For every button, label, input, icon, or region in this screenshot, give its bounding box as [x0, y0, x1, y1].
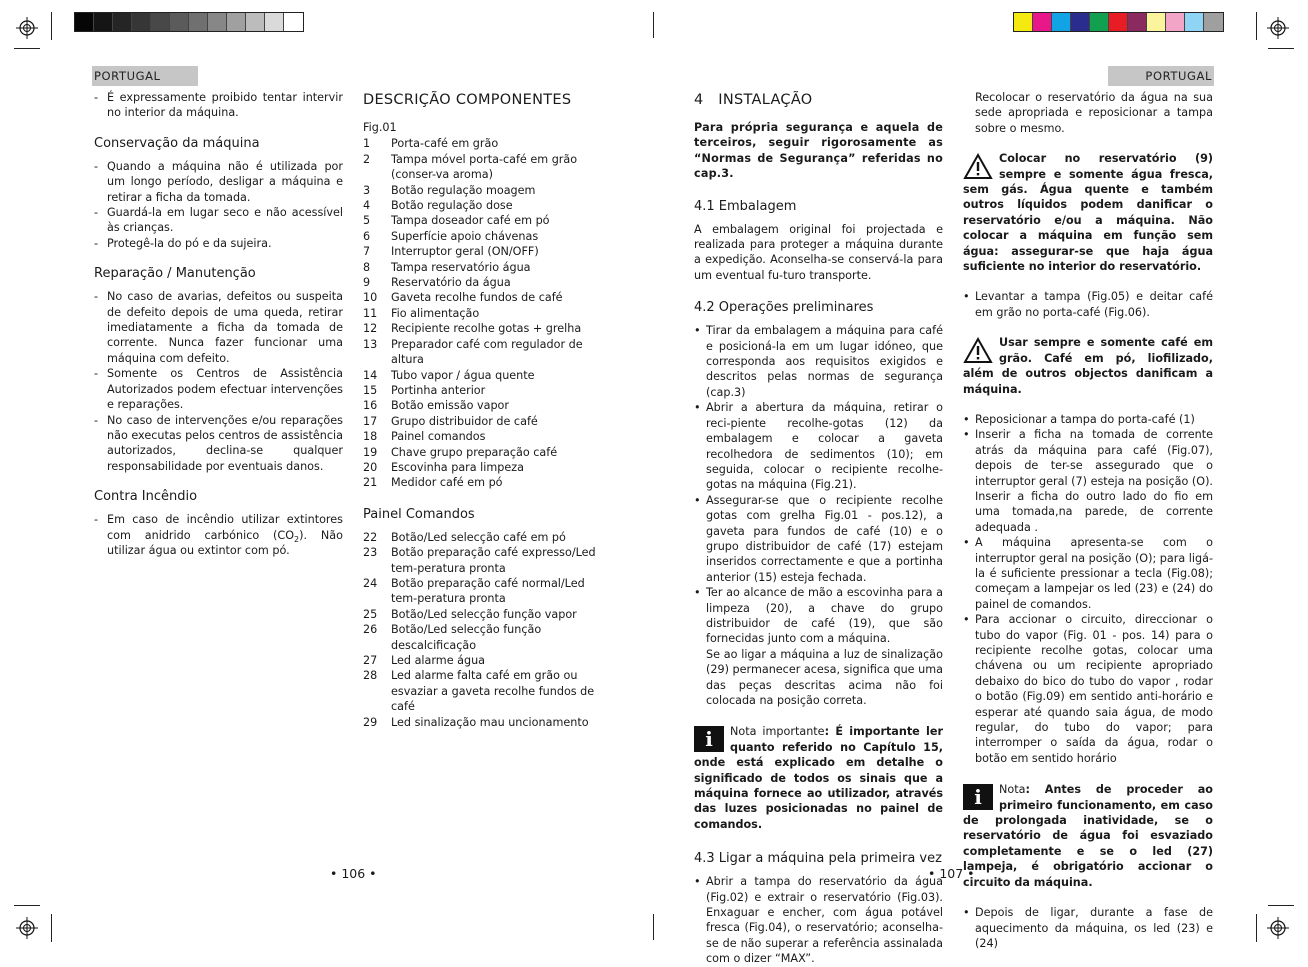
column-installation	[694, 90, 943, 967]
text: ). Não utilizar água ou extintor com pó.	[107, 528, 343, 557]
list-item: • Reposicionar a tampa do porta-café (1)	[963, 412, 1213, 427]
list-item	[363, 229, 614, 244]
list-item	[363, 429, 614, 444]
item-number: 15	[363, 383, 378, 397]
item-number: 19	[363, 445, 378, 459]
language-tag-right: PORTUGAL	[1108, 66, 1214, 86]
language-tag-left: PORTUGAL	[92, 66, 198, 86]
list-item	[363, 475, 614, 490]
section-heading: Conservação da máquina	[94, 135, 260, 151]
color-swatch	[1090, 13, 1109, 31]
paragraph: Recolocar o reservatório da água na sua sede apropriada e reposicionar a tampa sobre o mesmo.	[975, 91, 1213, 135]
list-item	[363, 290, 614, 305]
info-note	[694, 724, 943, 832]
info-note	[963, 782, 1213, 890]
item-number: 14	[363, 368, 378, 382]
note-label: Nota	[999, 783, 1026, 797]
item-number: 12	[363, 322, 378, 336]
list-item: - Guardá-la em lugar seco e não acessível às crianças.	[94, 205, 343, 236]
registration-mark-icon	[16, 917, 38, 939]
color-swatch	[1147, 13, 1166, 31]
list-item	[363, 198, 614, 213]
item-number: 2	[363, 152, 371, 166]
list-item: • Levantar a tampa (Fig.05) e deitar café em grão no porta-café (Fig.06).	[963, 289, 1213, 320]
item-number: 6	[363, 229, 371, 243]
item-text: Botão preparação café normal/Led tem-peratura pronta	[391, 576, 585, 606]
item-text: Portinha anterior	[391, 383, 486, 397]
item-text: Preparador café com regulador de altura	[391, 337, 583, 367]
list-item: - No caso de avarias, defeitos ou suspeita de defeito depois de uma queda, retirar imediatamente a ficha da tomada de corrente. Nunca fazer funcionar uma máquina com defeito.	[94, 289, 343, 366]
list-item	[363, 383, 614, 398]
item-number: 16	[363, 399, 378, 413]
list-item	[363, 576, 614, 607]
list-item: - Quando a máquina não é utilizada por um longo período, desligar a máquina e retirar a ficha da tomada.	[94, 159, 343, 205]
item-text: Led sinalização mau uncionamento	[391, 715, 589, 729]
info-icon: i	[963, 784, 993, 810]
item-number: 29	[363, 715, 378, 729]
item-text: Medidor café em pó	[391, 476, 503, 490]
section-heading: Reparação / Manutenção	[94, 266, 256, 282]
gray-swatch	[170, 13, 189, 31]
color-swatch	[1128, 13, 1147, 31]
item-number: 4	[363, 199, 371, 213]
item-text: Botão/Led selecção função vapor	[391, 607, 577, 621]
item-text: Botão preparação café expresso/Led tem-peratura pronta	[391, 546, 596, 575]
safety-intro: Para própria segurança e aquela de terceiros, seguir rigorosamente as “Normas de Segurança” referidas no cap.3.	[694, 121, 943, 181]
list-item	[363, 653, 614, 668]
item-text: Tampa móvel porta-café em grão (conser-va aroma)	[391, 152, 578, 182]
gray-swatch	[227, 13, 246, 31]
item-text: Tampa reservatório água	[391, 260, 531, 274]
item-number: 28	[363, 669, 378, 683]
item-text: Tubo vapor / água quente	[391, 368, 535, 382]
item-number: 26	[363, 623, 378, 637]
paragraph: A embalagem original foi projectada e realizada para proteger a máquina durante a expedição. Aconselha-se conservá-la para um eventual fu-turo transporte.	[694, 222, 943, 282]
list-item: • Depois de ligar, durante a fase de aquecimento da máquina, os led (23) e (24)	[963, 905, 1213, 951]
section-number: 4	[694, 92, 704, 108]
color-swatch	[1204, 13, 1223, 31]
list-item: - Somente os Centros de Assistência Autorizados podem efectuar intervenções e reparações.	[94, 366, 343, 412]
list-item	[363, 152, 614, 183]
list-item: • A máquina apresenta-se com o interruptor geral na posição (O); para ligá-la é suficiente pressionar a tecla (Fig.08); começam a lampejar os led (23) e (24) do painel de comandos.	[963, 535, 1213, 612]
item-text: Escovinha para limpeza	[391, 460, 525, 474]
gray-swatch	[132, 13, 151, 31]
list-item	[363, 136, 614, 151]
page-number-right: • 107 •	[928, 866, 975, 881]
list-item	[363, 607, 614, 622]
list-item: • Tirar da embalagem a máquina para café e posicioná-la em um lugar idóneo, que corresponda aos requisitos exigidos e descritos pelas normas de segurança (cap.3)	[694, 323, 943, 400]
gray-swatch	[284, 13, 303, 31]
item-text: Led alarme água	[391, 654, 486, 667]
list-item	[363, 445, 614, 460]
item-number: 3	[363, 183, 371, 197]
list-item: • Abrir a tampa do reservatório da água (Fig.02) e extrair o reservatório (Fig.03). Enxaguar e encher, com água potável fresca (Fig.04), o reservatório; aconselha-se de não superar a referência assinalada com o dizer “MAX”.	[694, 874, 943, 966]
list-item	[363, 668, 614, 714]
info-icon: i	[694, 726, 724, 752]
item-number: 20	[363, 460, 378, 474]
color-swatch	[1071, 13, 1090, 31]
list-item	[363, 337, 614, 368]
list-item: - Protegê-la do pó e da sujeira.	[94, 236, 343, 251]
item-number: 23	[363, 546, 378, 560]
subscript: 2	[294, 534, 300, 544]
section-heading: 4.2 Operações preliminares	[694, 300, 874, 316]
item-number: 22	[363, 530, 378, 544]
note-text: : É importante ler quanto referido no Capítulo 15, onde está explicado em detalhe o significado de todos os sinais que a máquina fornece ao utilizador, através das luzes posicionadas no painel de comandos.	[694, 725, 943, 831]
warning-icon	[963, 337, 993, 364]
section-title-text: INSTALAÇÃO	[718, 92, 813, 108]
item-text: Chave grupo preparação café	[391, 445, 558, 459]
warning-note	[963, 151, 1213, 274]
item-number: 1	[363, 137, 371, 151]
list-item: • Assegurar-se que o recipiente recolhe gotas com grelha Fig.01 - pos.12), a gaveta para fundos de café (10) e o grupo distribuidor de café (17) estejam inseridos correctamente e que a portinha anterior (15) esteja fechada.	[694, 493, 943, 585]
item-text: Botão emissão vapor	[391, 399, 509, 413]
paragraph: Se ao ligar a máquina a luz de sinalização (29) permanecer acesa, significa que uma das peças descritas acima não foi colocada na posição correta.	[706, 647, 943, 707]
list-item: • Abrir a abertura da máquina, retirar o reci-piente recolhe-gotas (12) da embalagem e colocar a gaveta recolhedora de sedimentos (10); em seguida, colocar o recipiente recolhe-gotas na máquina (Fig.21).	[694, 400, 943, 492]
note-text: : Antes de proceder ao primeiro funcionamento, em caso de prolongada inatividade, se o reservatório de água foi esvaziado completamente e se o led (27) lampeja, é obrigatório accionar o circuito da máquina.	[963, 783, 1213, 889]
list-item	[363, 260, 614, 275]
item-text: Superfície apoio chávenas	[391, 229, 539, 243]
registration-mark-icon	[1267, 917, 1289, 939]
list-item	[363, 622, 614, 653]
list-item	[363, 306, 614, 321]
item-number: 24	[363, 576, 378, 590]
item-number: 9	[363, 276, 371, 290]
list-item	[363, 368, 614, 383]
column-right	[963, 90, 1213, 951]
registration-mark-icon	[16, 17, 38, 39]
item-text: Interruptor geral (ON/OFF)	[391, 245, 539, 259]
gray-swatch	[265, 13, 284, 31]
warning-note	[963, 335, 1213, 397]
item-text: Porta-café em grão	[391, 137, 499, 151]
gray-swatch	[151, 13, 170, 31]
item-text: Fio alimentação	[391, 306, 480, 320]
grayscale-calibration-bar	[74, 12, 304, 32]
item-number: 18	[363, 430, 378, 444]
warning-text: Usar sempre e somente café em grão. Café em pó, liofilizado, além de outros objectos danificam a máquina.	[963, 336, 1213, 396]
list-item: • Ter ao alcance de mão a escovinha para a limpeza (20), a chave do grupo distribuidor de café (19), que são fornecidas junto com a máquina.	[694, 585, 943, 647]
components-list	[363, 136, 614, 490]
list-item	[363, 244, 614, 259]
gray-swatch	[208, 13, 227, 31]
column-components	[363, 90, 614, 730]
item-text: Reservatório da água	[391, 276, 511, 290]
item-number: 10	[363, 291, 378, 305]
item-number: 17	[363, 414, 378, 428]
column-left	[94, 90, 343, 558]
color-swatch	[1185, 13, 1204, 31]
color-swatch	[1052, 13, 1071, 31]
list-item	[363, 715, 614, 730]
list-item	[363, 183, 614, 198]
note-label: Nota importante	[730, 725, 825, 739]
item-number: 11	[363, 306, 378, 320]
item-number: 8	[363, 260, 371, 274]
color-swatch	[1014, 13, 1033, 31]
gray-swatch	[75, 13, 94, 31]
gray-swatch	[246, 13, 265, 31]
list-item	[363, 414, 614, 429]
warning-text: Colocar no reservatório (9) sempre e somente água fresca, sem gás. Água quente e também outros líquidos podem danificar o reservatório e/ou a máquina. Não colocar a máquina em função sem água: assegurar-se que haja água suficiente no interior do reservatório.	[963, 152, 1213, 274]
list-item	[363, 460, 614, 475]
item-text: Tampa doseador café em pó	[391, 214, 550, 228]
color-calibration-bar	[1013, 12, 1224, 32]
list-item	[363, 530, 614, 545]
list-item: • Inserir a ficha na tomada de corrente atrás da máquina para café (Fig.07), depois de ter-se assegurado que o interruptor geral (7) esteja na posição (O). Inserir a ficha do outro lado do fio em uma tomada,na parede, de corrente adequada .	[963, 427, 1213, 535]
list-item	[94, 512, 343, 558]
item-number: 27	[363, 654, 378, 667]
control-panel-list	[363, 530, 614, 730]
list-item: • Para accionar o circuito, direccionar o tubo do vapor (Fig. 01 - pos. 14) para o recipiente recolhe gotas, colocar uma chávena ou um recipiente apropriado debaixo do bico do tubo do vapor , rodar o botão (Fig.09) em sentido anti-horário e esperar até quando saia água, de modo regular, do tubo do vapor; para interromper o saída da água, rodar o botão em sentido horário	[963, 612, 1213, 766]
gray-swatch	[189, 13, 208, 31]
warning-icon	[963, 153, 993, 180]
item-text: Gaveta recolhe fundos de café	[391, 291, 563, 305]
registration-mark-icon	[1267, 17, 1289, 39]
item-text: Botão regulação moagem	[391, 183, 536, 197]
item-number: 21	[363, 476, 378, 490]
list-item	[363, 321, 614, 336]
color-swatch	[1166, 13, 1185, 31]
section-heading: 4.3 Ligar a máquina pela primeira vez	[694, 851, 942, 867]
list-item: - No caso de intervenções e/ou reparações não executas pelos centros de assistência autorizados, declina-se qualquer responsabilidade por eventuais danos.	[94, 413, 343, 475]
item-number: 25	[363, 607, 378, 621]
color-swatch	[1109, 13, 1128, 31]
page-number-left: • 106 •	[330, 866, 377, 881]
item-number: 13	[363, 337, 378, 351]
list-item	[363, 398, 614, 413]
color-swatch	[1033, 13, 1052, 31]
item-text: Recipiente recolhe gotas + grelha	[391, 322, 582, 336]
item-text: Led alarme falta café em grão ou esvaziar a gaveta recolhe fundos de café	[391, 669, 595, 714]
gray-swatch	[113, 13, 132, 31]
figure-reference: Fig.01	[363, 121, 397, 134]
text: Em caso de incêndio utilizar extintores com anidrido carbónico (CO	[107, 513, 343, 542]
section-heading: Contra Incêndio	[94, 489, 198, 505]
section-heading: 4.1 Embalagem	[694, 198, 797, 214]
list-item	[363, 213, 614, 228]
item-text: Botão/Led selecção café em pó	[391, 530, 566, 544]
gray-swatch	[94, 13, 113, 31]
item-text: Botão regulação dose	[391, 199, 513, 213]
item-text: Painel comandos	[391, 430, 486, 444]
item-number: 7	[363, 245, 371, 259]
list-item	[363, 545, 614, 576]
list-item	[363, 275, 614, 290]
item-number: 5	[363, 214, 371, 228]
item-text: Grupo distribuidor de café	[391, 414, 538, 428]
list-item: - É expressamente proibido tentar intervir no interior da máquina.	[94, 90, 343, 121]
section-title	[694, 90, 943, 110]
section-heading: Painel Comandos	[363, 506, 475, 522]
section-title: DESCRIÇÃO COMPONENTES	[363, 92, 572, 108]
item-text: Botão/Led selecção função descalcificação	[391, 623, 542, 652]
